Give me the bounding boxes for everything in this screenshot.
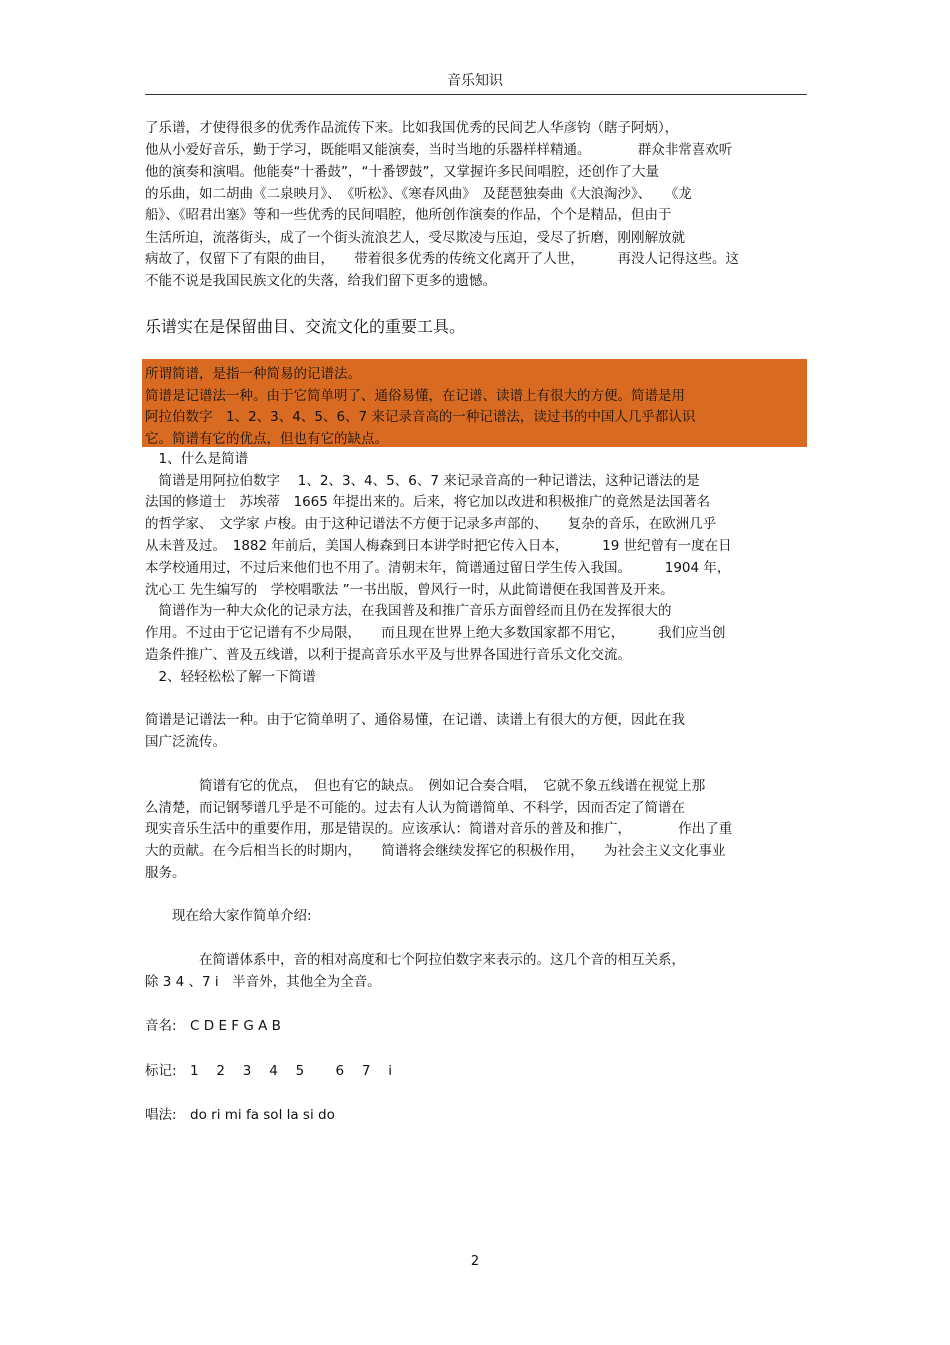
body-line: 服务。 [145,865,186,881]
body-line: 大的贡献。在今后相当长的时期内， 简谱将会继续发挥它的积极作用， 为社会主义文化事业 [145,843,726,859]
body-line: 的乐曲，如二胡曲《二泉映月》、 《听松》、《寒春风曲》 及琵琶独奏曲《大浪淘沙》、 《龙 [145,186,692,202]
body-line: 病故了，仅留下了有限的曲目， 带着很多优秀的传统文化离开了人世， 再没人记得这些。这 [145,251,739,267]
body-line: 作用。不过由于它记谱有不少局限， 而且现在世界上绝大多数国家都不用它， 我们应当创 [145,625,726,641]
body-line: 简谱有它的优点， 但也有它的缺点。 例如记合奏合唱， 它就不象五线谱在视觉上那 [145,778,706,794]
body-line: 了乐谱，才使得很多的优秀作品流传下来。比如我国优秀的民间艺人华彦钧（瞎子阿炳）， [145,120,679,136]
note-marks-row: 标记: 1 2 3 4 5 6 7 i [145,1063,392,1079]
body-line: 船》、《昭君出塞》等和一些优秀的民间唱腔，他所创作演奏的作品，个个是精品，但由于 [145,207,672,223]
body-line: 本学校通用过，不过后来他们也不用了。清朝末年，简谱通过留日学生传入我国。 1904 年， [145,560,731,576]
subsection-title: 2、轻轻松松了解一下简谱 [145,669,316,685]
highlight-line: 简谱是记谱法一种。由于它简单明了、通俗易懂，在记谱、读谱上有很大的方便。简谱是用 [145,388,685,404]
body-line: 在简谱体系中，音的相对高度和七个阿拉伯数字来表示的。这几个音的相互关系， [145,952,685,968]
body-line: 简谱是用阿拉伯数字 1、2、3、4、5、6、7 来记录音高的一种记谱法，这种记谱法的是 [145,473,700,489]
highlight-line: 阿拉伯数字 1、2、3、4、5、6、7 来记录音高的一种记谱法，读过书的中国人几乎都认识 [145,409,696,425]
solfege-row: 唱法: do ri mi fa sol la si do [145,1107,335,1123]
note-names-row: 音名: C D E F G A B [145,1018,281,1034]
header-divider [145,94,807,95]
body-line: 造条件推广、普及五线谱，以利于提高音乐水平及与世界各国进行音乐文化交流。 [145,647,631,663]
body-line: 法国的修道士 苏埃蒂 1665 年提出来的。后来，将它加以改进和积极推广的竟然是法国著名 [145,494,711,510]
body-line: 沈心工 先生编写的 学校唱歌法 ”一书出版，曾风行一时，从此简谱便在我国普及开来。 [145,582,674,598]
body-line: 简谱是记谱法一种。由于它简单明了、通俗易懂，在记谱、读谱上有很大的方便，因此在我 [145,712,685,728]
body-line: 他从小爱好音乐，勤于学习，既能唱又能演奏，当时当地的乐器样样精通。 群众非常喜欢听 [145,142,733,158]
body-line: 生活所迫，流落街头，成了一个街头流浪艺人，受尽欺凌与压迫，受尽了折磨，刚刚解放就 [145,230,685,246]
subsection-title: 1、什么是简谱 [145,451,249,467]
highlight-line: 所谓简谱，是指一种简易的记谱法。 [145,366,361,382]
body-line: 从未普及过。 1882 年前后，美国人梅森到日本讲学时把它传入日本， 19 世纪曾有一度在日 [145,538,732,554]
body-line: 么清楚，而记钢琴谱几乎是不可能的。过去有人认为简谱简单、不科学，因而否定了简谱在 [145,800,685,816]
highlight-line: 它。简谱有它的优点，但也有它的缺点。 [145,431,388,447]
intro-line: 现在给大家作简单介绍: [145,908,312,924]
body-line: 的哲学家、 文学家 卢梭。由于这种记谱法不方便于记录多声部的、 复杂的音乐，在欧洲几乎 [145,516,717,532]
body-line: 除 3 4 、7 i 半音外，其他全为全音。 [145,974,381,990]
body-line: 现实音乐生活中的重要作用，那是错误的。应该承认：简谱对音乐的普及和推广， 作出了重 [145,821,733,837]
body-line: 他的演奏和演唱。他能奏“十番鼓”，“十番锣鼓”，又掌握许多民间唱腔，还创作了大量 [145,164,659,180]
page-number: 2 [470,1254,480,1269]
body-line: 国广泛流传。 [145,734,226,750]
page-header-title: 音乐知识 [447,73,503,89]
body-line: 简谱作为一种大众化的记录方法，在我国普及和推广音乐方面曾经而且仍在发挥很大的 [145,603,672,619]
body-line: 不能不说是我国民族文化的失落，给我们留下更多的遗憾。 [145,273,496,289]
section-heading: 乐谱实在是保留曲目、交流文化的重要工具。 [145,317,466,336]
